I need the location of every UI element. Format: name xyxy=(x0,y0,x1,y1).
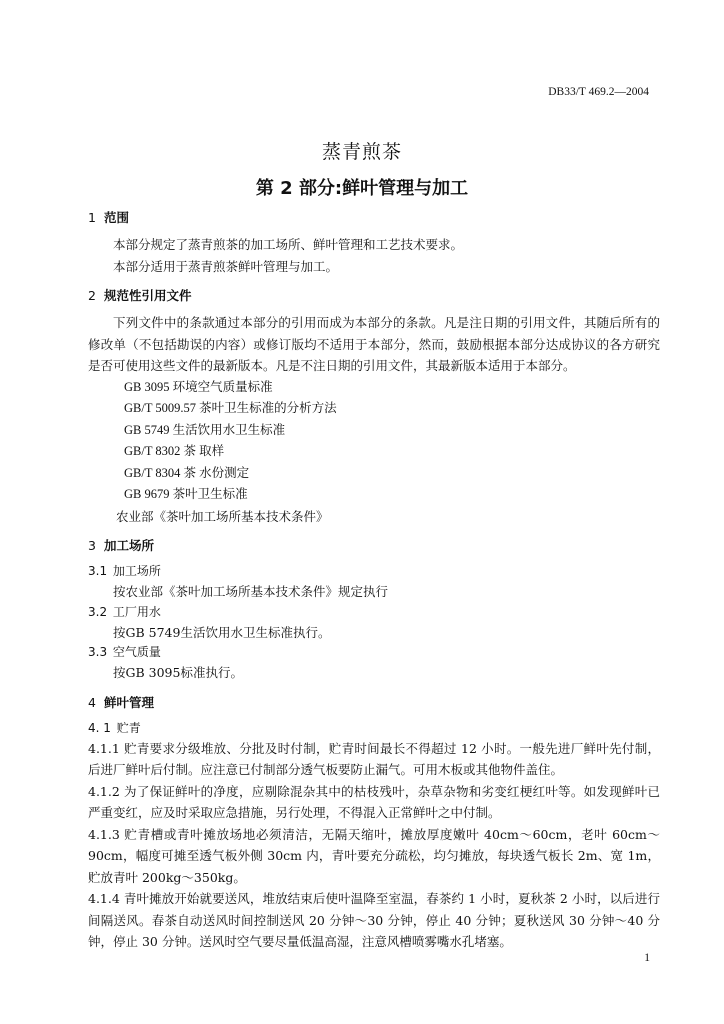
subsection-title: 工厂用水 xyxy=(112,604,161,619)
section-number: 4 xyxy=(88,694,96,710)
subsection-number: 3.3 xyxy=(88,645,108,659)
paragraph: 4.1.1 贮青要求分级堆放、分批及时付制，贮青时间最长不得超过 12 小时。一般先进厂鲜叶先付制，后进厂鲜叶后付制。应注意已付制部分透气板要防止漏气。可用木板或其他物件盖住。 xyxy=(88,740,660,777)
paragraph: 4.1.2 为了保证鲜叶的净度，应剔除混杂其中的枯枝残叶，杂草杂物和劣变红梗红叶等。如发现鲜叶已严重变红，应及时采取应急措施，另行处理，不得混入正常鲜叶之中付制。 xyxy=(88,783,660,820)
section-heading-fresh-leaf-management xyxy=(88,693,660,713)
reference-item: GB 3095 环境空气质量标准 xyxy=(124,379,273,394)
section-heading-processing-site xyxy=(88,536,660,556)
subsection-title: 加工场所 xyxy=(112,564,161,578)
document-body xyxy=(88,208,660,953)
subsection-title: 空气质量 xyxy=(112,645,161,659)
reference-item: 农业部《茶叶加工场所基本技术条件》 xyxy=(116,508,329,524)
subsection-number: 3.2 xyxy=(88,604,108,619)
reference-item: GB/T 8304 茶 水份测定 xyxy=(124,465,250,480)
reference-item: GB/T 5009.57 茶叶卫生标准的分析方法 xyxy=(124,401,337,415)
paragraph: 4.1.3 贮青槽或青叶摊放场地必须清洁，无隔天缩叶，摊放厚度嫩叶 40cm～60cm，老叶 60cm～90cm，幅度可摊至透气板外侧 30cm 内，青叶要充分疏松，均匀摊放，每块透气板长 2m、宽 1m，贮放青叶 200kg～350kg。 xyxy=(88,826,660,885)
paragraph: 本部分适用于蒸青煎茶鲜叶管理与加工。 xyxy=(113,258,339,274)
paragraph: 本部分规定了蒸青煎茶的加工场所、鲜叶管理和工艺技术要求。 xyxy=(113,237,464,252)
reference-item: GB/T 8302 茶 取样 xyxy=(124,444,225,458)
subsection-title: 贮青 xyxy=(116,720,141,735)
document-subtitle: 第 2 部分:鲜叶管理与加工 xyxy=(255,178,469,199)
subsection-number: 3.1 xyxy=(88,564,108,578)
section-title: 范围 xyxy=(103,210,129,225)
subsection-heading xyxy=(88,643,660,662)
section-title: 鲜叶管理 xyxy=(103,694,154,710)
subsection-heading xyxy=(88,603,660,622)
section-heading-normative-references xyxy=(88,286,660,306)
reference-item: GB 5749 生活饮用水卫生标准 xyxy=(124,422,286,437)
paragraph: 按GB 5749生活饮用水卫生标准执行。 xyxy=(113,624,331,640)
subsection-heading xyxy=(88,562,660,581)
section-number: 2 xyxy=(88,288,96,303)
page-number: 1 xyxy=(644,952,650,964)
section-title: 规范性引用文件 xyxy=(103,288,192,303)
paragraph: 下列文件中的条款通过本部分的引用而成为本部分的条款。凡是注日期的引用文件，其随后所有的修改单（不包括勘误的内容）或修订版均不适用于本部分，然而，鼓励根据本部分达成协议的各方研究是否可使用这些文件的最新版本。凡是不注日期的引用文件，其最新版本适用于本部分。 xyxy=(88,315,660,373)
paragraph: 按农业部《茶叶加工场所基本技术条件》规定执行 xyxy=(113,584,389,599)
document-title: 蒸青煎茶 xyxy=(321,141,402,163)
paragraph: 按GB 3095标准执行。 xyxy=(113,665,243,680)
section-title: 加工场所 xyxy=(103,538,154,553)
paragraph: 4.1.4 青叶摊放开始就要送风，堆放结束后使叶温降至室温，春茶约 1 小时，夏秋茶 2 小时，以后进行间隔送风。春茶自动送风时间控制送风 20 分钟～30 分钟，停止 40 分钟；夏秋送风 30 分钟～40 分钟，停止 30 分钟。送风时空气要尽量低温高湿，注意风槽喷雾嘴水孔堵塞。 xyxy=(88,891,660,949)
section-number: 1 xyxy=(88,210,96,225)
subsection-heading xyxy=(88,719,660,738)
reference-item: GB 9679 茶叶卫生标准 xyxy=(124,487,248,501)
section-number: 3 xyxy=(88,538,96,553)
standard-code-header: DB33/T 469.2—2004 xyxy=(548,86,649,98)
subsection-number: 4. 1 xyxy=(88,720,111,735)
section-heading-scope xyxy=(88,208,660,228)
